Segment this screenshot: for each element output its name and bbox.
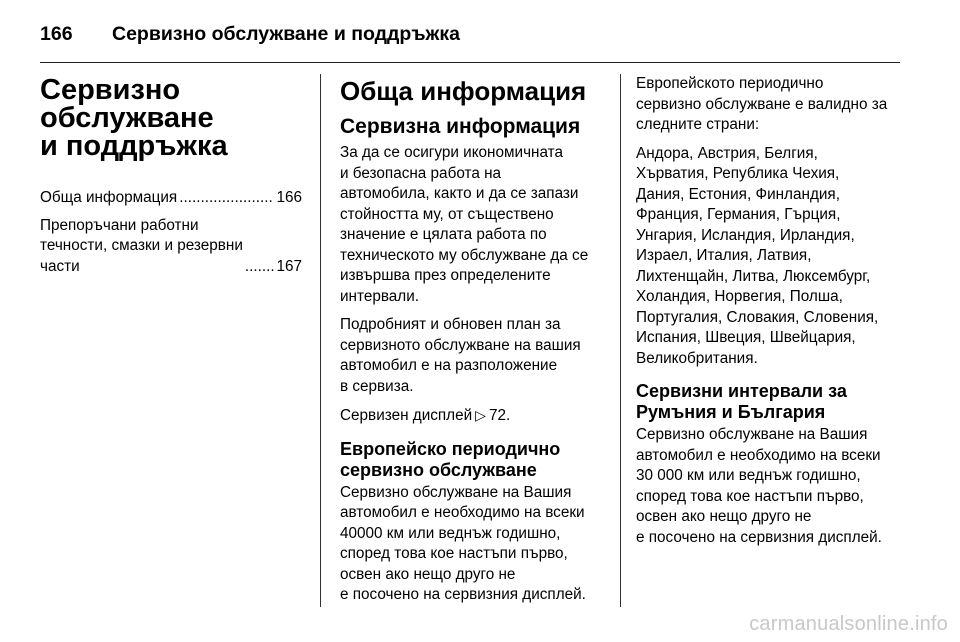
european-service-paragraph: Сервизно обслужване на Вашия автомобил е необходимо на всеки 40000 км или веднъж годишно, според това кое настъпи първо, освен ако нещо друго не е посочено на сервизния дисплей. <box>340 483 586 603</box>
page-number: 166 <box>40 23 73 45</box>
european-service-heading: Европейско периодично сервизно обслужване <box>340 438 561 480</box>
reference-page: 72. <box>488 407 511 424</box>
page-header <box>40 22 900 63</box>
content-column-2 <box>340 74 608 614</box>
column-divider-2 <box>620 74 621 607</box>
chapter-title: Сервизно обслужване и поддръжка <box>40 74 228 162</box>
toc-entry-page: 166 <box>276 189 302 206</box>
service-info-heading: Сервизна информация <box>340 115 581 138</box>
toc-leader-dots <box>179 188 274 209</box>
service-display-reference[interactable] <box>340 405 608 427</box>
validity-paragraph: Европейското периодично сервизно обслужване е валидно за следните страни: <box>636 75 888 133</box>
service-info-paragraph-2: Подробният и обновен план за сервизното обслужване на вашия автомобил е на разположение в сервиза. <box>340 316 581 395</box>
toc-entry-text: Обща информация <box>40 189 178 206</box>
page-reference-icon: ▷ <box>475 407 486 423</box>
content-column-3 <box>636 74 904 556</box>
column-divider-1 <box>320 74 321 607</box>
romania-bulgaria-paragraph: Сервизно обслужване на Вашия автомобил е необходимо на всеки 30 000 км или веднъж годишно, според това кое настъпи първо, освен ако нещо друго не е посочено на сервизния дисплей. <box>636 426 882 546</box>
toc-entry-text: Препоръчани работни течности, смазки и резервни части <box>40 216 243 275</box>
table-of-contents <box>40 188 302 277</box>
watermark: carmanualsonline.info <box>749 613 948 635</box>
toc-entry-page: 167 <box>276 257 302 275</box>
toc-entry-fluids[interactable] <box>40 216 302 278</box>
toc-leader-dots <box>245 257 275 278</box>
countries-list: Андора, Австрия, Белгия, Хърватия, Република Чехия, Дания, Естония, Финландия, Франция, Германия, Гърция, Унгария, Исландия, Ирландия, Израел, Италия, Латвия, Лихтенщайн, Литва, Люксембург, Холандия, Норвегия, Полша, Португалия, Словакия, Словения, Испания, Швеция, Швейцария, Великобритания. <box>636 144 879 367</box>
section-title: Обща информация <box>340 76 587 106</box>
service-info-paragraph-1: За да се осигури икономичната и безопасна работа на автомобила, както и да се запази стойността му, от съществено значение е цялата работа по техническото му обслужване да се извършва през определените интервали. <box>340 144 589 305</box>
romania-bulgaria-heading: Сервизни интервали за Румъния и България <box>636 381 847 422</box>
reference-text: Сервизен дисплей <box>340 407 473 424</box>
chapter-column <box>40 74 302 284</box>
running-title: Сервизно обслужване и поддръжка <box>112 23 460 45</box>
toc-entry-general-info[interactable] <box>40 188 302 209</box>
